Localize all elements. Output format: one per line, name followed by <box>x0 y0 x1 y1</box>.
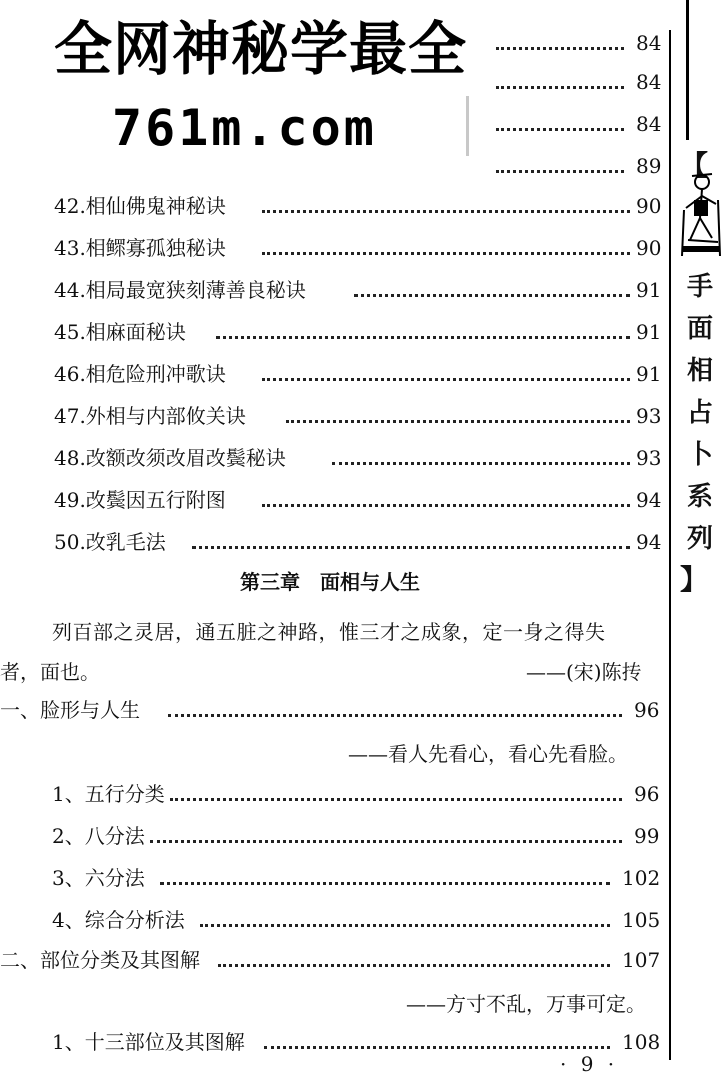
toc-page-number: 108 <box>622 1030 661 1054</box>
toc-row <box>52 860 660 896</box>
toc-entry-title: 3、六分法 <box>52 866 145 890</box>
watermark-url: 761m.com <box>112 99 377 157</box>
toc-page-number: 91 <box>636 320 662 344</box>
toc-entry-title: 42.相仙佛鬼神秘诀 <box>54 194 226 218</box>
page-number: · 9 · <box>560 1052 619 1076</box>
section-motto: ——方寸不乱，万事可定。 <box>406 992 646 1016</box>
toc-entry-title: 48.改额改须改眉改鬓秘诀 <box>54 446 286 470</box>
toc-row <box>54 482 660 518</box>
toc-section-title: 二、部位分类及其图解 <box>0 948 200 972</box>
toc-page-number: 102 <box>622 866 661 890</box>
toc-row <box>54 314 660 350</box>
toc-entry-title: 1、十三部位及其图解 <box>52 1030 245 1054</box>
toc-section-row <box>0 692 660 728</box>
toc-entry-title: 44.相局最宽狭刻薄善良秘诀 <box>54 278 306 302</box>
toc-row-partial <box>490 148 660 184</box>
toc-entry-title: 1、五行分类 <box>52 782 165 806</box>
toc-row <box>54 398 660 434</box>
toc-page-number: 93 <box>636 446 662 470</box>
series-title-char: 占 <box>686 398 713 428</box>
toc-entry-title: 4、综合分析法 <box>52 908 185 932</box>
series-title-char: 手 <box>686 272 713 302</box>
toc-page-number: 107 <box>622 948 661 972</box>
toc-section-title: 一、脸形与人生 <box>0 698 140 722</box>
toc-page-number: 91 <box>636 362 662 386</box>
toc-row <box>54 524 660 560</box>
toc-page-number: 84 <box>636 70 662 94</box>
chapter-heading: 第三章 面相与人生 <box>240 570 420 594</box>
toc-row <box>54 230 660 266</box>
series-title-char: 列 <box>686 524 713 554</box>
sidebar-close-bracket: 】 <box>680 563 709 596</box>
toc-page-number: 94 <box>636 530 662 554</box>
toc-row-partial <box>490 25 660 61</box>
toc-page-number: 94 <box>636 488 662 512</box>
toc-page-number: 93 <box>636 404 662 428</box>
toc-entry-title: 50.改乳毛法 <box>54 530 166 554</box>
toc-row <box>54 440 660 476</box>
toc-row <box>52 818 660 854</box>
toc-page-number: 84 <box>636 112 662 136</box>
toc-row-partial <box>490 106 660 142</box>
sidebar-rule <box>686 0 689 140</box>
toc-page-number: 84 <box>636 31 662 55</box>
toc-row <box>52 776 660 812</box>
toc-row <box>54 272 660 308</box>
series-title-char: 系 <box>686 482 713 512</box>
toc-section-row <box>0 942 660 978</box>
figure-illustration-icon <box>678 170 724 260</box>
toc-page-number: 91 <box>636 278 662 302</box>
watermark-divider <box>466 96 469 156</box>
epigraph-line-1: 列百部之灵居，通五脏之神路，惟三才之成象，定一身之得失 <box>52 620 606 644</box>
toc-entry-title: 2、八分法 <box>52 824 145 848</box>
toc-page-number: 90 <box>636 236 662 260</box>
toc-row <box>54 188 660 224</box>
series-title <box>679 266 721 560</box>
toc-page-number: 89 <box>636 154 662 178</box>
toc-page-number: 105 <box>622 908 661 932</box>
watermark-site-name: 全网神秘学最全 <box>54 15 468 83</box>
toc-page-number: 99 <box>634 824 660 848</box>
toc-row <box>52 902 660 938</box>
series-title-char: 相 <box>686 356 713 386</box>
watermark-banner <box>40 6 472 174</box>
series-title-char: 卜 <box>686 440 713 470</box>
toc-entry-title: 45.相麻面秘诀 <box>54 320 186 344</box>
section-motto: ——看人先看心，看心先看脸。 <box>348 742 628 766</box>
series-title-char: 面 <box>686 314 713 344</box>
epigraph-attribution: ——(宋)陈抟 <box>526 660 642 684</box>
toc-page-number: 96 <box>634 782 660 806</box>
toc-row-partial <box>490 64 660 100</box>
toc-entry-title: 49.改鬓因五行附图 <box>54 488 226 512</box>
toc-entry-title: 47.外相与内部攸关诀 <box>54 404 246 428</box>
sidebar-open-bracket: 【 <box>680 149 709 182</box>
toc-page-number: 96 <box>634 698 660 722</box>
toc-entry-title: 43.相鳏寡孤独秘诀 <box>54 236 226 260</box>
epigraph-line-2: 者，面也。 <box>0 660 100 684</box>
sidebar-rule <box>669 30 671 1060</box>
toc-entry-title: 46.相危险刑冲歌诀 <box>54 362 226 386</box>
toc-row <box>54 356 660 392</box>
toc-page-number: 90 <box>636 194 662 218</box>
